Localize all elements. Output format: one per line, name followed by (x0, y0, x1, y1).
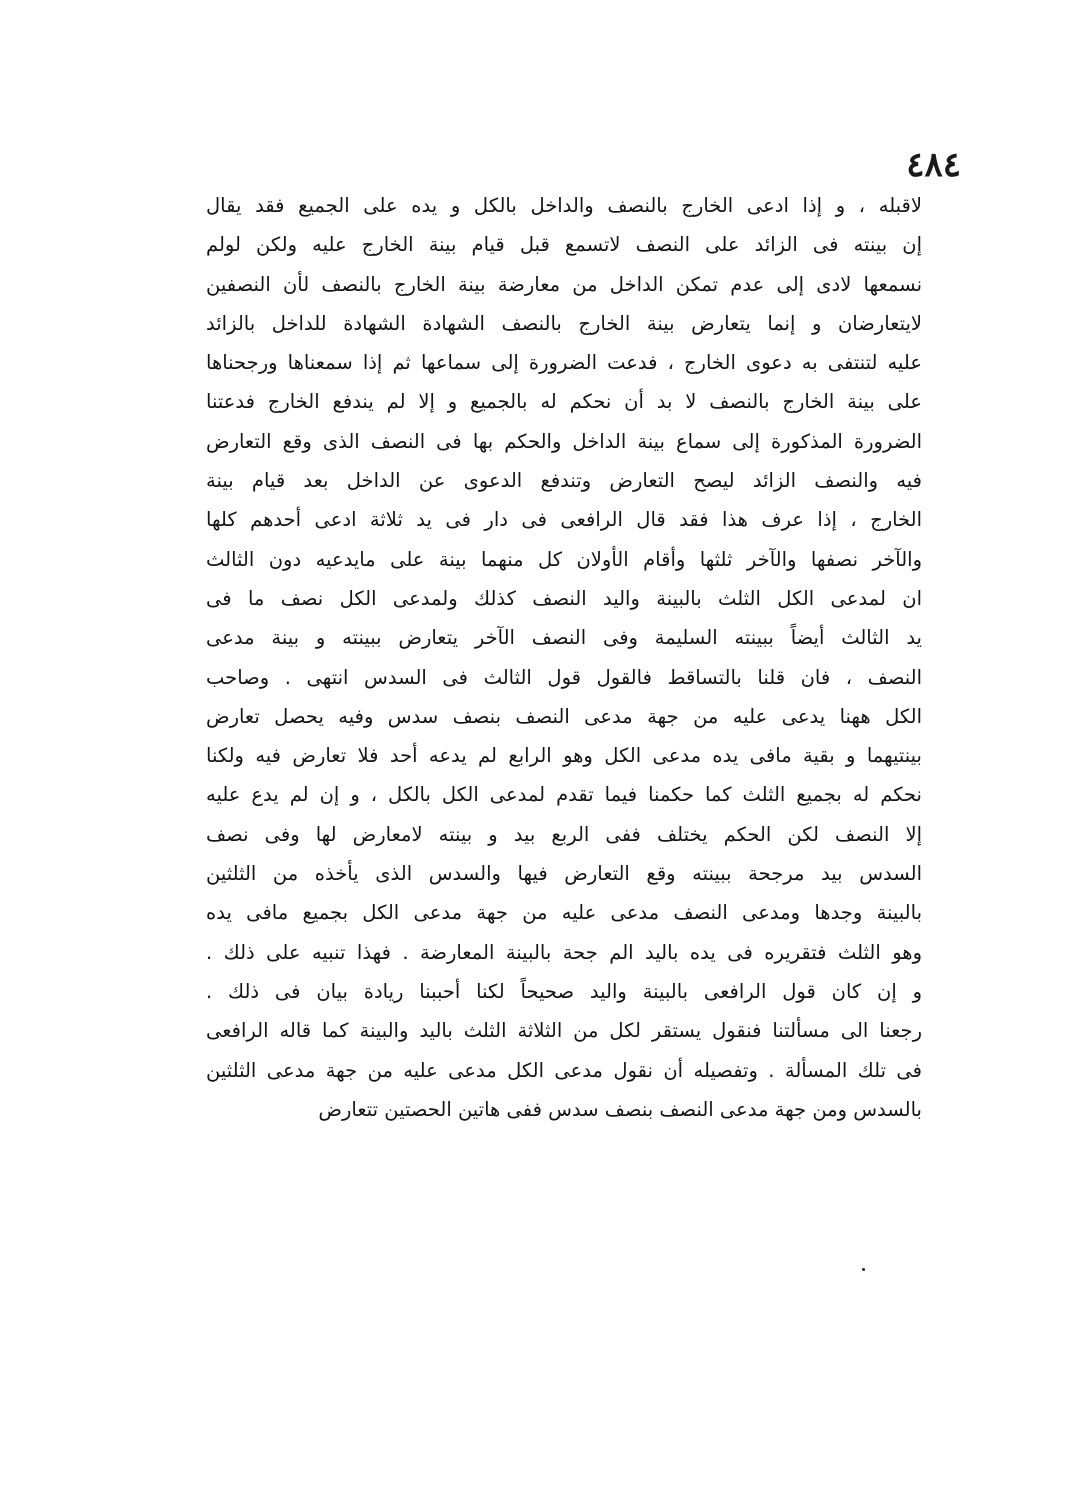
text-line: وهو الثلث فتقريره فى يده باليد الم جحة بالبينة المعارضة . فهذا تنبيه على ذلك . (206, 940, 922, 964)
text-line: ان لمدعى الكل الثلث بالبينة واليد النصف كذلك ولمدعى الكل نصف ما فى (206, 586, 922, 610)
text-line: نسمعها لادى إلى عدم تمكن الداخل من معارضة بينة الخارج بالنصف لأن النصفين (206, 272, 922, 296)
text-line: بالسدس ومن جهة مدعى النصف بنصف سدس ففى هاتين الحصتين تتعارض (318, 1097, 922, 1121)
text-line: السدس بيد مرجحة ببينته وقع التعارض فيها والسدس الذى يأخذه من الثلثين (206, 862, 922, 886)
body-text (206, 186, 922, 1129)
scan-speck (862, 1268, 865, 1271)
page-number: ٤٨٤ (906, 145, 961, 185)
text-line: نحكم له بجميع الثلث كما حكمنا فيما تقدم لمدعى الكل بالكل ، و إن لم يدع عليه (206, 783, 922, 807)
text-line: بينتيهما و بقية مافى يده مدعى الكل وهو الرابع لم يدعه أحد فلا تعارض فيه ولكنا (206, 744, 922, 768)
text-line: و إن كان قول الرافعى بالبينة واليد صحيحاً لكنا أحببنا ريادة بيان فى ذلك . (206, 979, 922, 1003)
text-line: إلا النصف لكن الحكم يختلف ففى الربع بيد و بينته لامعارض لها وفى نصف (206, 822, 922, 846)
text-line: بالبينة وجدها ومدعى النصف مدعى عليه من جهة مدعى الكل بجميع مافى يده (206, 901, 922, 925)
text-line: النصف ، فان قلنا بالتساقط فالقول قول الثالث فى السدس انتهى . وصاحب (206, 665, 922, 689)
text-line: رجعنا الى مسألتنا فنقول يستقر لكل من الثلاثة الثلث باليد والبينة كما قاله الرافعى (206, 1019, 922, 1043)
text-line: إن بينته فى الزائد على النصف لاتسمع قبل قيام بينة الخارج عليه ولكن لولم (206, 233, 922, 257)
text-line: لاقبله ، و إذا ادعى الخارج بالنصف والداخل بالكل و يده على الجميع فقد يقال (206, 194, 922, 217)
text-line: لايتعارضان و إنما يتعارض بينة الخارج بالنصف الشهادة الشهادة للداخل بالزائد (206, 311, 922, 335)
text-line: عليه لتنتفى به دعوى الخارج ، فدعت الضرورة إلى سماعها ثم إذا سمعناها ورجحناها (206, 351, 922, 375)
text-line: الكل ههنا يدعى عليه من جهة مدعى النصف بنصف سدس وفيه يحصل تعارض (206, 704, 922, 728)
text-line: فى تلك المسألة . وتفصيله أن نقول مدعى الكل مدعى عليه من جهة مدعى الثلثين (206, 1058, 922, 1082)
text-line: والآخر نصفها والآخر ثلثها وأقام الأولان كل منهما بينة على مايدعيه دون الثالث (206, 547, 922, 571)
text-line: الضرورة المذكورة إلى سماع بينة الداخل والحكم بها فى النصف الذى وقع التعارض (206, 429, 922, 453)
text-line: الخارج ، إذا عرف هذا فقد قال الرافعى فى دار فى يد ثلاثة ادعى أحدهم كلها (206, 508, 922, 532)
text-line: فيه والنصف الزائد ليصح التعارض وتندفع الدعوى عن الداخل بعد قيام بينة (206, 469, 922, 493)
text-line: يد الثالث أيضاً ببينته السليمة وفى النصف الآخر يتعارض ببينته و بينة مدعى (206, 626, 922, 650)
text-line: على بينة الخارج بالنصف لا بد أن نحكم له بالجميع و إلا لم يندفع الخارج فدعتنا (206, 390, 922, 414)
